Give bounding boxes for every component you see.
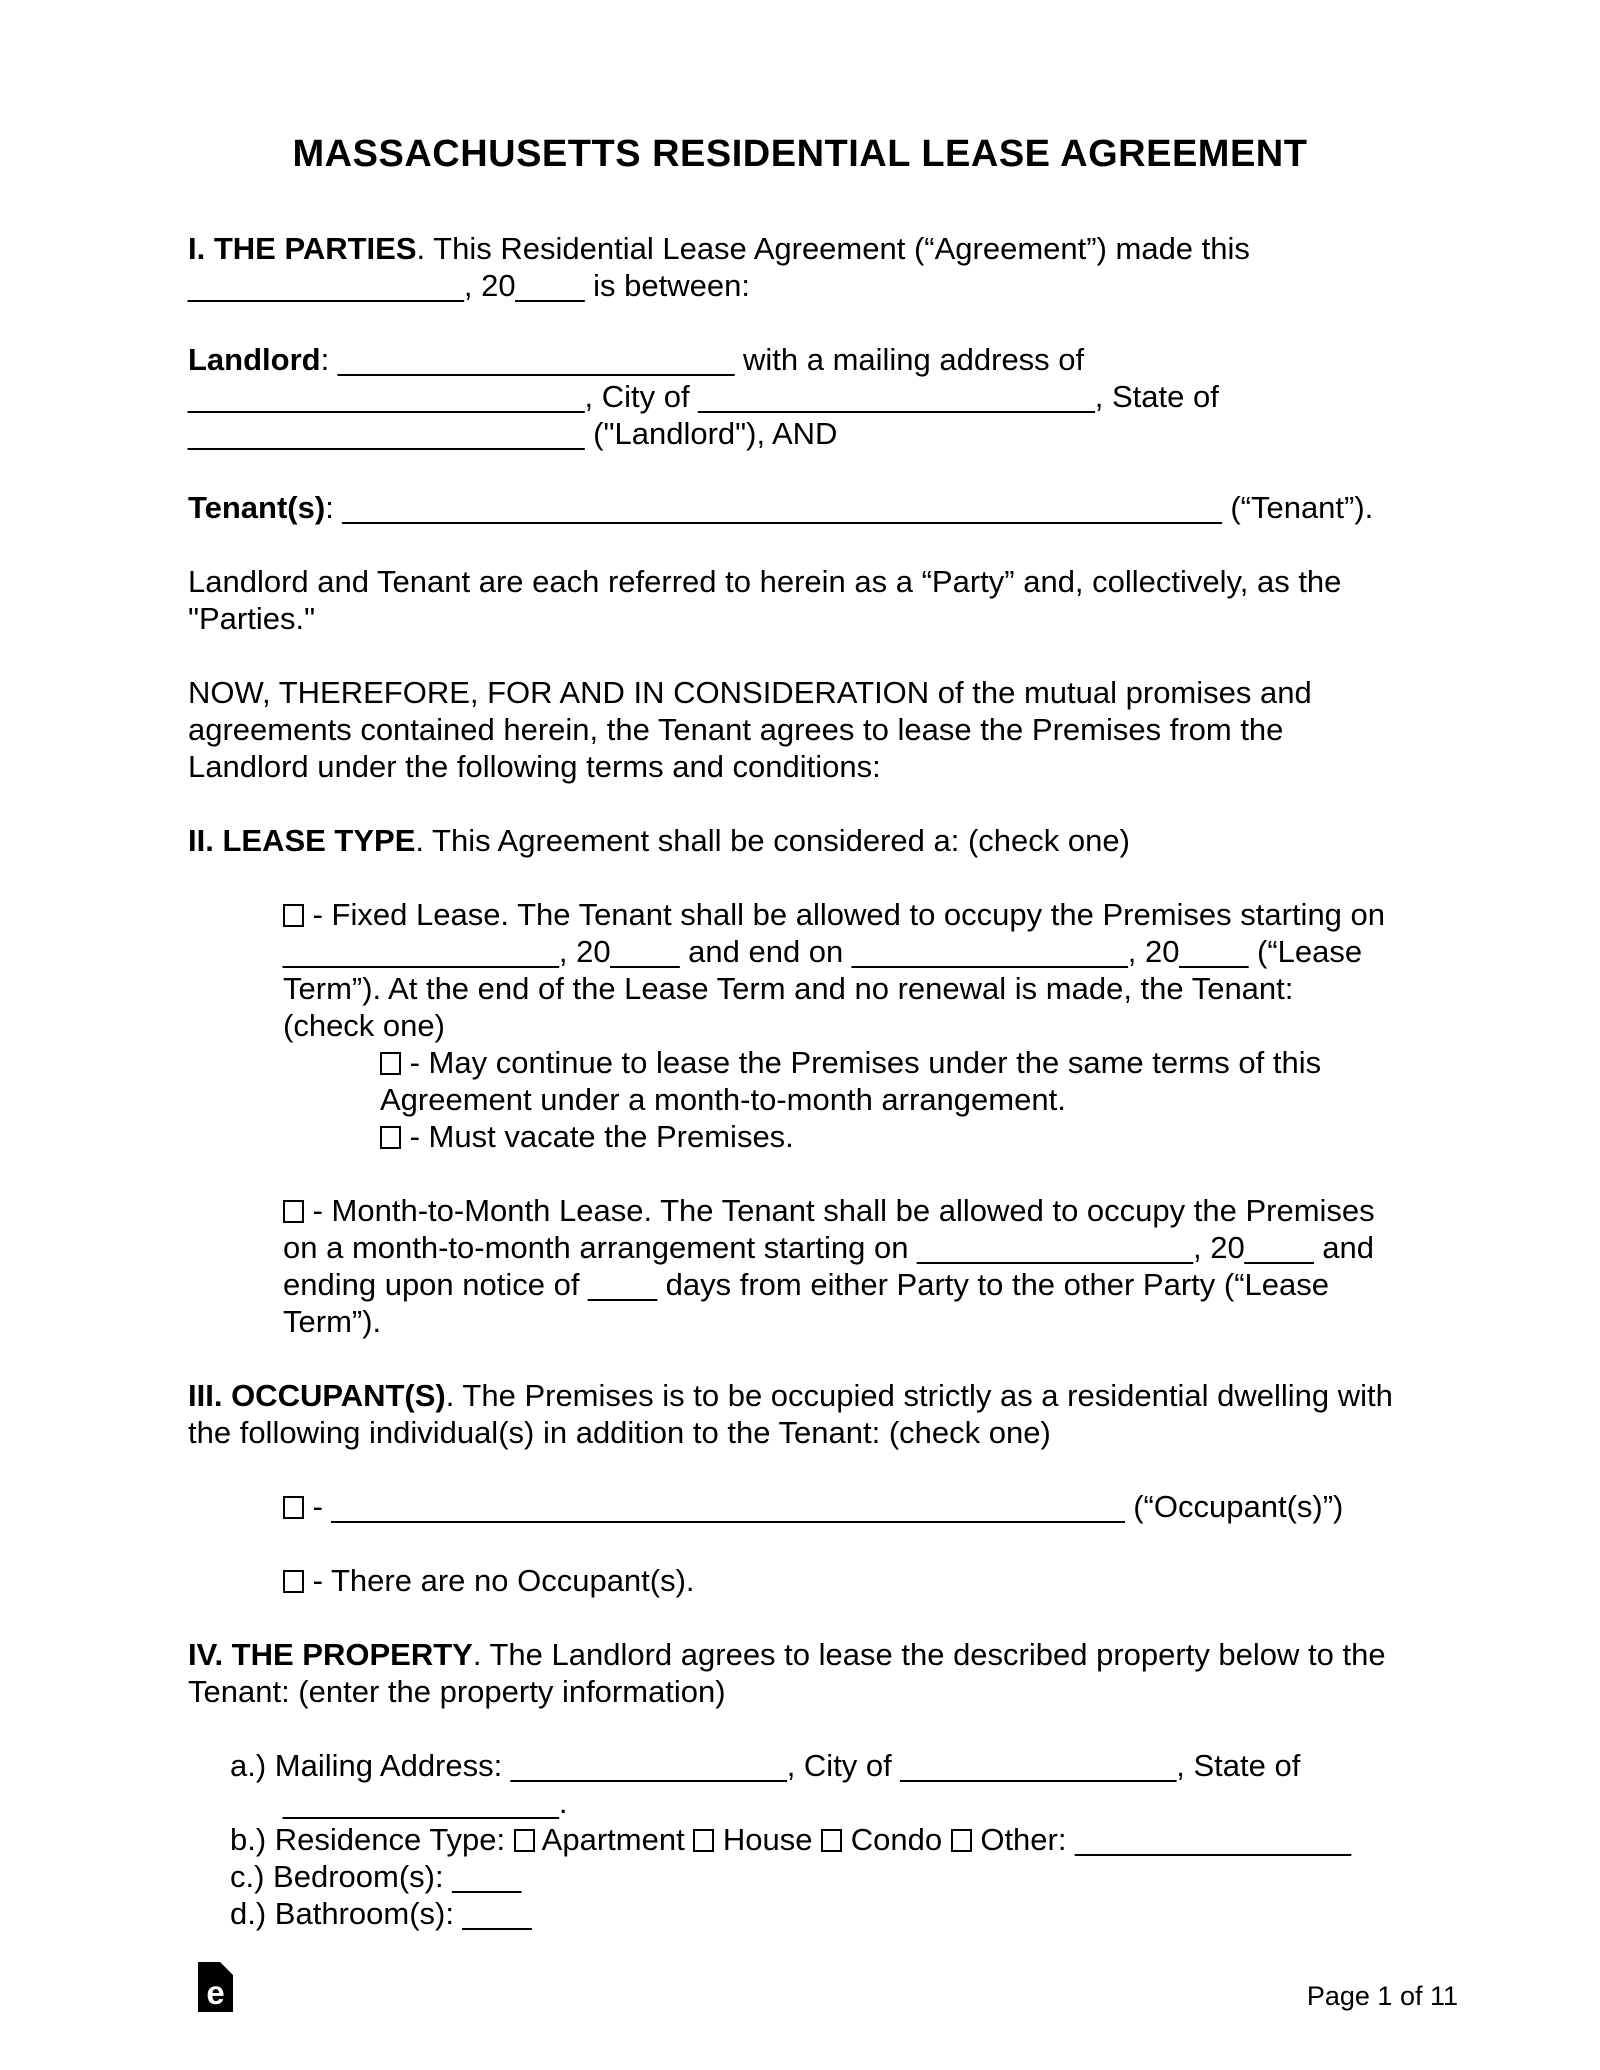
text-run: - May continue to lease the Premises under the same terms of this (401, 1045, 1322, 1080)
fixed-lease-continue-option (188, 1044, 1468, 1118)
text-run: _______________________ ("Landlord"), AND (188, 416, 838, 451)
text-run: - Month-to-Month Lease. The Tenant shall be allowed to occupy the Premises (304, 1193, 1375, 1228)
checkbox-icon[interactable] (380, 1052, 401, 1075)
text-run: Agreement under a month-to-month arrangement. (380, 1082, 1066, 1117)
text-line (188, 822, 1468, 859)
text-line (283, 1192, 1468, 1229)
text-line (230, 1895, 1468, 1932)
text-line (283, 896, 1468, 933)
text-line (188, 711, 1468, 748)
text-run: - There are no Occupant(s). (304, 1563, 695, 1598)
text-line (188, 1636, 1468, 1673)
document-title: MASSACHUSETTS RESIDENTIAL LEASE AGREEMENT (292, 133, 1308, 175)
page-number: Page 1 of 11 (1306, 1981, 1458, 2011)
text-run: b.) Residence Type: (230, 1822, 514, 1857)
text-line (188, 1673, 1468, 1710)
text-run: "Parties." (188, 601, 316, 636)
text-run: Term”). (283, 1304, 382, 1339)
text-run: Landlord and Tenant are each referred to herein as a “Party” and, collectively, as the (188, 564, 1342, 599)
text-run: . This Residential Lease Agreement (“Agreement”) made this (416, 231, 1250, 266)
text-line (283, 1229, 1468, 1266)
text-line (188, 1414, 1468, 1451)
text-run: the following individual(s) in addition to the Tenant: (check one) (188, 1415, 1051, 1450)
text-line (283, 1266, 1468, 1303)
text-line (283, 1562, 1468, 1599)
text-run: c.) Bedroom(s): ____ (230, 1859, 522, 1894)
checkbox-icon[interactable] (283, 1200, 304, 1223)
text-line (230, 1858, 1468, 1895)
text-line (283, 1488, 1468, 1525)
text-line (188, 378, 1468, 415)
fixed-lease-option (188, 896, 1468, 1044)
text-line (283, 1784, 1468, 1821)
text-run: Term”). At the end of the Lease Term and no renewal is made, the Tenant: (283, 971, 1294, 1006)
landlord-clause (188, 341, 1468, 452)
bold-lead-in: I. THE PARTIES (188, 231, 417, 266)
text-line (283, 1303, 1468, 1340)
section-property (188, 1636, 1468, 1710)
eforms-logo (198, 1962, 233, 2012)
text-line (188, 600, 1468, 637)
text-line (188, 1377, 1468, 1414)
checkbox-icon[interactable] (283, 1496, 304, 1519)
text-run: - Must vacate the Premises. (401, 1119, 794, 1154)
text-run: Landlord under the following terms and conditions: (188, 749, 881, 784)
text-line (188, 267, 1468, 304)
text-run: Other: ________________ (971, 1822, 1351, 1857)
text-run: ending upon notice of ____ days from either Party to the other Party (“Lease (283, 1267, 1330, 1302)
text-run: House (714, 1822, 822, 1857)
text-run: : _______________________ with a mailing address of (320, 342, 1085, 377)
text-run: a.) Mailing Address: ________________, City of ________________, State of (230, 1748, 1301, 1783)
text-line (283, 970, 1468, 1007)
text-line (283, 1007, 1468, 1044)
text-line (188, 489, 1468, 526)
text-line (283, 933, 1468, 970)
parties-definition (188, 563, 1468, 637)
text-run: d.) Bathroom(s): ____ (230, 1896, 532, 1931)
text-run: . This Agreement shall be considered a: (check one) (415, 823, 1130, 858)
text-run: on a month-to-month arrangement starting on ________________, 20____ and (283, 1230, 1374, 1265)
text-run: Apartment (534, 1822, 694, 1857)
checkbox-icon[interactable] (514, 1829, 535, 1852)
month-to-month-option (188, 1192, 1468, 1340)
text-run: agreements contained herein, the Tenant agrees to lease the Premises from the (188, 712, 1284, 747)
text-line (380, 1081, 1468, 1118)
checkbox-icon[interactable] (951, 1829, 972, 1852)
text-line (230, 1821, 1468, 1858)
text-run: : ___________________________________________________ (“Tenant”). (325, 490, 1374, 525)
no-occupants-option (188, 1562, 1468, 1599)
text-run: . The Premises is to be occupied strictly as a residential dwelling with (445, 1378, 1393, 1413)
text-run: - ______________________________________________ (“Occupant(s)”) (304, 1489, 1344, 1524)
checkbox-icon[interactable] (283, 1570, 304, 1593)
text-run: (check one) (283, 1008, 445, 1043)
fixed-lease-vacate-option (188, 1118, 1468, 1155)
occupants-names-option (188, 1488, 1468, 1525)
checkbox-icon[interactable] (821, 1829, 842, 1852)
text-line (188, 748, 1468, 785)
text-run: NOW, THEREFORE, FOR AND IN CONSIDERATION of the mutual promises and (188, 675, 1312, 710)
text-line (188, 674, 1468, 711)
text-run: Tenant: (enter the property information) (188, 1674, 726, 1709)
document-body (188, 230, 1468, 1969)
eforms-logo-letter: e (206, 1974, 225, 2011)
text-line (230, 1747, 1468, 1784)
text-line (188, 563, 1468, 600)
section-lease-type (188, 822, 1468, 859)
text-run: ________________, 20____ and end on ________________, 20____ (“Lease (283, 934, 1363, 969)
bold-lead-in: II. LEASE TYPE (188, 823, 416, 858)
property-details-list (188, 1747, 1468, 1932)
text-run: _______________________, City of _______________________, State of (188, 379, 1219, 414)
text-line (188, 415, 1468, 452)
tenant-clause (188, 489, 1468, 526)
text-line (380, 1118, 1468, 1155)
bold-lead-in: IV. THE PROPERTY (188, 1637, 473, 1672)
text-line (188, 341, 1468, 378)
checkbox-icon[interactable] (380, 1126, 401, 1149)
text-run: Condo (842, 1822, 951, 1857)
text-run: - Fixed Lease. The Tenant shall be allowed to occupy the Premises starting on (304, 897, 1386, 932)
checkbox-icon[interactable] (283, 904, 304, 927)
text-run: ________________, 20____ is between: (188, 268, 750, 303)
text-run: . The Landlord agrees to lease the described property below to the (472, 1637, 1386, 1672)
section-occupants (188, 1377, 1468, 1451)
text-line (188, 230, 1468, 267)
bold-lead-in: Landlord (188, 342, 321, 377)
bold-lead-in: III. OCCUPANT(S) (188, 1378, 446, 1413)
text-run: ________________. (283, 1785, 568, 1820)
text-line (380, 1044, 1468, 1081)
consideration-clause (188, 674, 1468, 785)
checkbox-icon[interactable] (693, 1829, 714, 1852)
bold-lead-in: Tenant(s) (188, 490, 326, 525)
section-parties-intro (188, 230, 1468, 304)
